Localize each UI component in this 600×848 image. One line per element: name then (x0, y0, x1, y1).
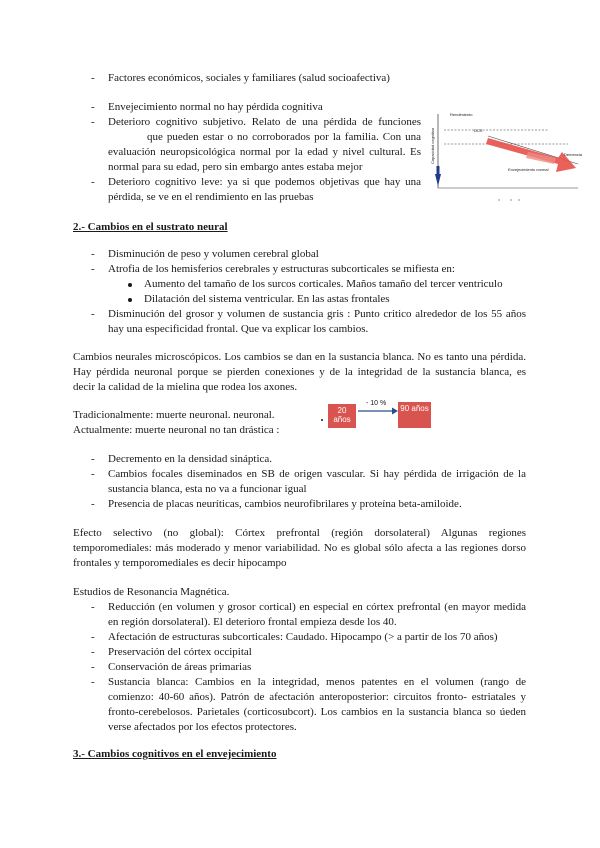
diagram-label-top: Rendimiento (450, 112, 473, 117)
list-item: Deterioro cognitivo subjetivo. Relato de una pérdida de funciones (108, 116, 421, 128)
paragraph-line: pérdida, se ve en el rendimiento en las pruebas (108, 191, 314, 203)
list-item: Preservación del córtex occipital (108, 646, 252, 658)
list-dash: - (91, 646, 95, 658)
bullet-icon (128, 298, 132, 302)
paragraph-line: decir la calidad de la mielina que rodea los axones. (73, 381, 298, 393)
list-dash: - (91, 661, 95, 673)
list-dash: - (91, 498, 95, 510)
diagram-label-mid: DCS (474, 128, 483, 133)
paragraph-line: sustancia blanca, esta no va a funcionar igual (108, 483, 307, 495)
list-item: Sustancia blanca: Cambios en la integridad, menos patentes en el volumen (rango de (108, 676, 526, 688)
paragraph-line: Tradicionalmente: muerte neuronal. neuronal. (73, 409, 275, 421)
list-dash: - (91, 453, 95, 465)
list-dash: - (91, 72, 95, 84)
list-dash: - (91, 101, 95, 113)
list-item: Factores económicos, sociales y familiares (salud socioafectiva) (108, 72, 390, 84)
paragraph-line: Cambios neurales microscópicos. Los cambios se dan en la sustancia blanca. No es tanto una pérdida. (73, 351, 526, 363)
list-dash: - (91, 263, 95, 275)
sub-list-item: Aumento del tamaño de los surcos corticales. Maños tamaño del tercer ventriculo (144, 278, 503, 290)
list-dash: - (91, 631, 95, 643)
paragraph-line: verse afectados por los efectos protectores. (108, 721, 297, 733)
list-dash: - (91, 676, 95, 688)
list-item: Deterioro cognitivo leve: ya si que podemos objetivas que hay una (108, 176, 421, 188)
list-dash: - (91, 248, 95, 260)
list-item: Disminución del grosor y volumen de sustancia gris : Punto critico alrededor de los 55 años (108, 308, 526, 320)
list-dash: - (91, 116, 95, 128)
list-dash: - (91, 468, 95, 480)
list-dash: - (91, 601, 95, 613)
list-dash: - (91, 176, 95, 188)
bullet-icon (128, 283, 132, 287)
paragraph-line: evaluación neuropsicológica normal por la edad y nivel cultural. Es (108, 146, 421, 158)
diagram-label-line: Envejecimiento normal (508, 167, 549, 172)
list-dash: - (91, 308, 95, 320)
paragraph-line: Efecto selectivo (no global): Córtex prefrontal (región dorsolateral) Algunas regiones (73, 527, 526, 539)
cognitive-decline-diagram (428, 106, 588, 206)
age-box-20: 20 años (328, 404, 356, 428)
age-box-90: 90 años (398, 402, 431, 428)
paragraph-line: Estudios de Resonancia Magnética. (73, 586, 230, 598)
section-heading: 2.- Cambios en el sustrato neural (73, 221, 228, 233)
percent-label: - 10 % (366, 400, 387, 407)
marker-dot (321, 419, 323, 421)
paragraph-line: en región dorsolateral). El deterioro frontal empieza desde los 40. (108, 616, 397, 628)
sub-list-item: Dilatación del sistema ventricular. En las astas frontales (144, 293, 390, 305)
list-item: Afectación de estructuras subcorticales: Caudado. Hipocampo (> a partir de los 70 años) (108, 631, 498, 643)
list-item: Decremento en la densidad sináptica. (108, 453, 273, 465)
paragraph-line: fronto-cerebelosos. Parietales (corticosubcort). Los cambios en la sustancia blanca so úeden (108, 706, 526, 718)
list-item: Cambios focales diseminados en SB de origen vascular. Si hay pérdida de irrigación de la (108, 468, 526, 480)
diagram-label-red: Demencia (564, 152, 583, 157)
paragraph-line: normal para su edad, pero sin embargo antes estaba mejor (108, 161, 363, 173)
list-item: Envejecimiento normal no hay pérdida cognitiva (108, 101, 323, 113)
list-item: Presencia de placas neuríticas, cambios neurofibrilares y proteína beta-amiloide. (108, 498, 462, 510)
paragraph-line: que pueden estar o no corroborados por la familia. Con una (147, 131, 421, 143)
diagram-label-left: Capacidad cognitiva (430, 127, 435, 164)
list-item: Conservación de áreas primarias (108, 661, 252, 673)
list-item: Atrofia de los hemisferios cerebrales y estructuras subcorticales se mifiesta en: (108, 263, 455, 275)
section-heading: 3.- Cambios cognitivos en el envejecimiento (73, 748, 277, 760)
paragraph-line: frontales y temporomediales es decir hipocampo (73, 557, 287, 569)
list-item: Reducción (en volumen y grosor cortical) en especial en córtex prefrontal (en mayor medida (108, 601, 526, 613)
list-item: Disminución de peso y volumen cerebral global (108, 248, 319, 260)
paragraph-line: comienzo: 40-60 años). Patrón de afectación anteroposterior: circuitos fronto- estriatales y (108, 691, 526, 703)
paragraph-line: Hay pérdida neuronal porque se pierden conexiones y de la integridad de la sustancia blanca, es (73, 366, 526, 378)
paragraph-line: hay una especificidad frontal. Que va explicar los cambios. (108, 323, 369, 335)
paragraph-line: temporomediales: más moderado y menor variabilidad. No es global sólo afecta a las regiones dorso (73, 542, 526, 554)
paragraph-line: Actualmente: muerte neuronal no tan drástica : (73, 424, 280, 436)
